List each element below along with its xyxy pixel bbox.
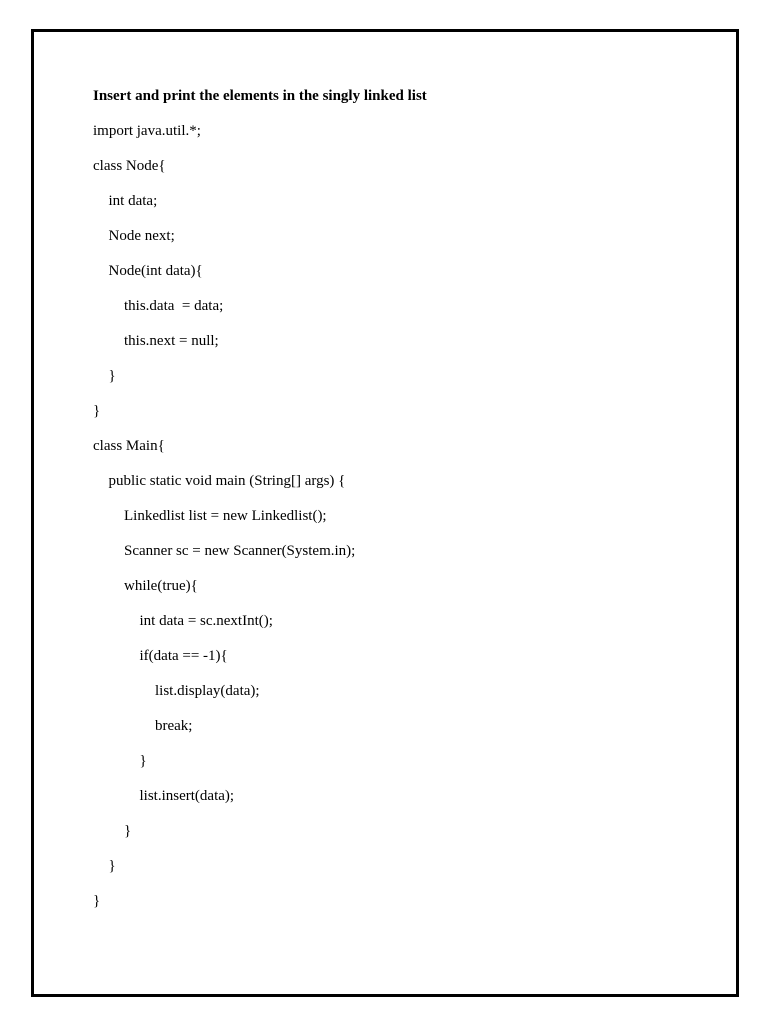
code-line: } <box>108 858 116 874</box>
code-line: int data = sc.nextInt(); <box>139 613 273 629</box>
code-line: break; <box>155 718 193 734</box>
code-line: while(true){ <box>124 578 198 594</box>
code-line: } <box>93 403 101 419</box>
code-line: Linkedlist list = new Linkedlist(); <box>124 508 327 524</box>
document-heading: Insert and print the elements in the singly linked list <box>93 88 427 104</box>
code-line: list.display(data); <box>155 683 260 699</box>
code-line: } <box>93 893 101 909</box>
code-line: Scanner sc = new Scanner(System.in); <box>124 543 356 559</box>
code-line: list.insert(data); <box>139 788 235 804</box>
code-line: public static void main (String[] args) { <box>108 473 346 489</box>
code-line: } <box>124 823 132 839</box>
code-line: if(data == -1){ <box>139 648 228 664</box>
code-line: } <box>108 368 116 384</box>
code-line: int data; <box>108 193 158 209</box>
code-line: class Main{ <box>93 438 165 454</box>
document-body <box>93 85 693 925</box>
code-line: this.data = data; <box>124 298 224 314</box>
code-line: import java.util.*; <box>93 123 201 139</box>
code-line: this.next = null; <box>124 333 219 349</box>
code-block <box>93 120 693 912</box>
code-line: Node(int data){ <box>108 263 203 279</box>
code-line: class Node{ <box>93 158 166 174</box>
code-line: } <box>139 753 147 769</box>
code-line: Node next; <box>108 228 175 244</box>
